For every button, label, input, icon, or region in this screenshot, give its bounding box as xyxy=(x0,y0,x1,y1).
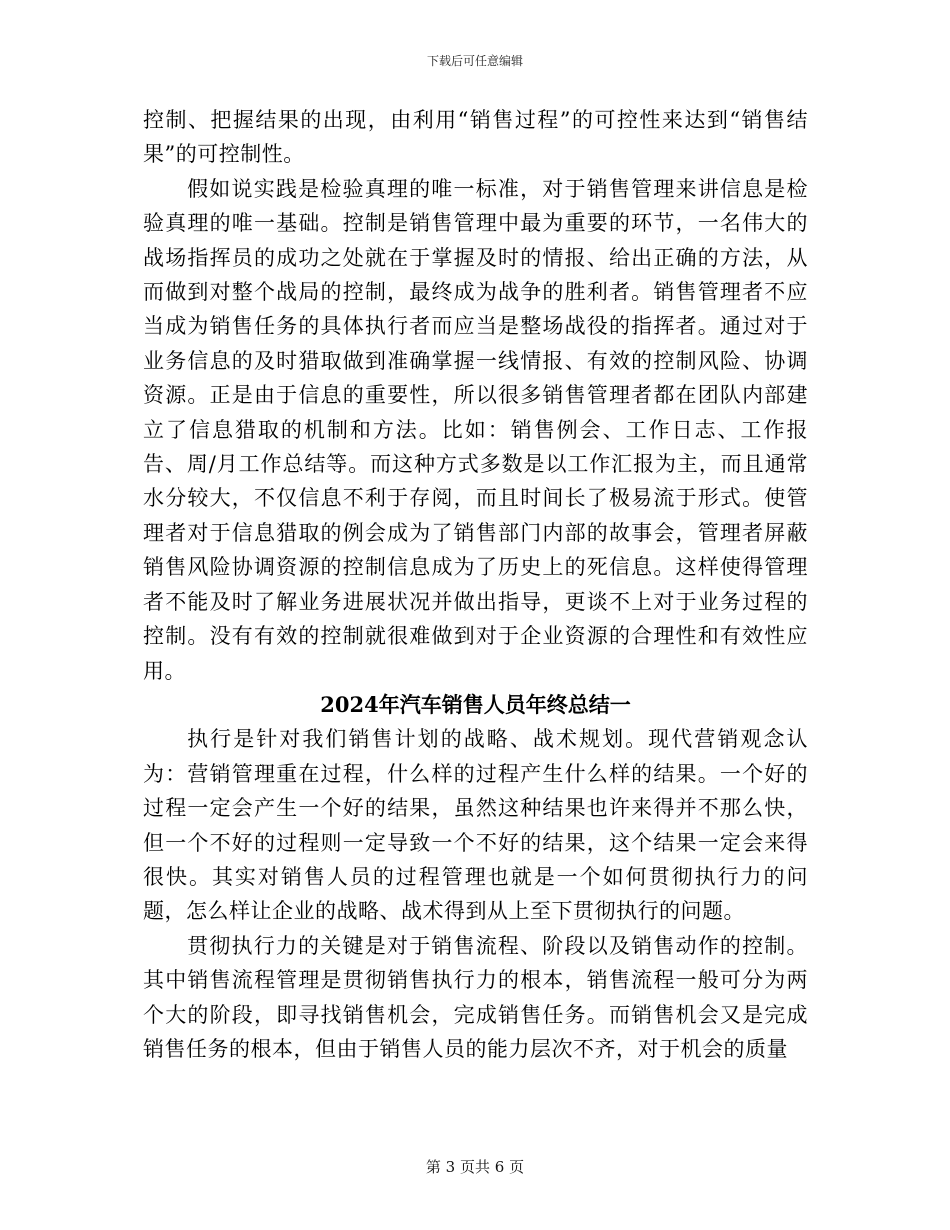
paragraph-continuation: 控制、把握结果的出现，由利用“销售过程”的可控性来达到“销售结果”的可控制性。 xyxy=(143,108,808,167)
document-body xyxy=(143,103,808,1066)
page-header: 下载后可任意编辑 xyxy=(426,54,523,68)
page-number: 第 3 页共 6 页 xyxy=(425,1158,525,1176)
section-title: 2024年汽车销售人员年终总结一 xyxy=(320,691,631,717)
paragraph-sales-process: 贯彻执行力的关键是对于销售流程、阶段以及销售动作的控制。其中销售流程管理是贯彻销售执行力的根本，销售流程一般可分为两个大的阶段，即寻找销售机会，完成销售任务。而销售机会又是完成销售任务的根本，但由于销售人员的能力层次不齐，对于机会的质量 xyxy=(143,933,808,1061)
paragraph-execution: 执行是针对我们销售计划的战略、战术规划。现代营销观念认为：营销管理重在过程，什么样的过程产生什么样的结果。一个好的过程一定会产生一个好的结果，虽然这种结果也许来得并不那么快，但一个不好的过程则一定导致一个不好的结果，这个结果一定会来得很快。其实对销售人员的过程管理也就是一个如何贯彻执行力的问题，怎么样让企业的战略、战术得到从上至下贯彻执行的问题。 xyxy=(143,727,808,924)
paragraph-information-control: 假如说实践是检验真理的唯一标准，对于销售管理来讲信息是检验真理的唯一基础。控制是销售管理中最为重要的环节，一名伟大的战场指挥员的成功之处就在于掌握及时的情报、给出正确的方法，从而做到对整个战局的控制，最终成为战争的胜利者。销售管理者不应当成为销售任务的具体执行者而应当是整场战役的指挥者。通过对于业务信息的及时猎取做到准确掌握一线情报、有效的控制风险、协调资源。正是由于信息的重要性，所以很多销售管理者都在团队内部建立了信息猎取的机制和方法。比如：销售例会、工作日志、工作报告、周/月工作总结等。而这种方式多数是以工作汇报为主，而且通常水分较大，不仅信息不利于存阅，而且时间长了极易流于形式。使管理者对于信息猎取的例会成为了销售部门内部的故事会，管理者屏蔽销售风险协调资源的控制信息成为了历史上的死信息。这样使得管理者不能及时了解业务进展状况并做出指导，更谈不上对于业务过程的控制。没有有效的控制就很难做到对于企业资源的合理性和有效性应用。 xyxy=(143,176,808,683)
